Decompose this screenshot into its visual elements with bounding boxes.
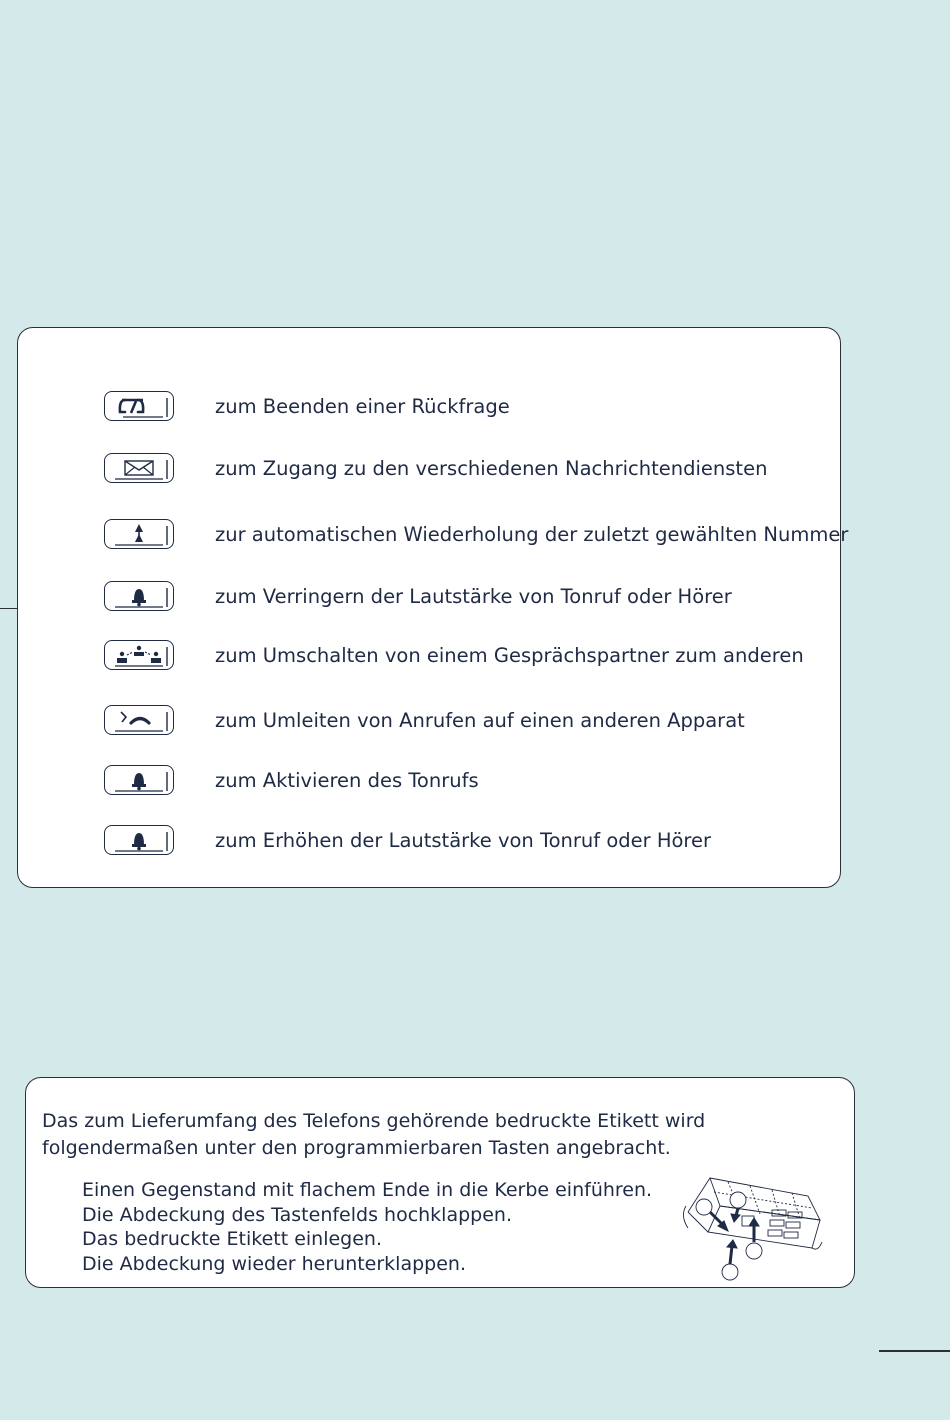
messages-key[interactable] xyxy=(104,453,174,483)
left-margin-rule xyxy=(0,608,17,609)
volume-down-key[interactable] xyxy=(104,581,174,611)
label-instructions-panel xyxy=(25,1077,855,1288)
phone-keypad-illustration xyxy=(680,1176,825,1281)
volume-up-bell-icon xyxy=(105,826,175,856)
key-row-call-forward xyxy=(18,703,838,739)
call-forward-key[interactable] xyxy=(104,705,174,735)
key-row-consultation-end xyxy=(18,389,838,425)
key-label: zum Verringern der Lautstärke von Tonruf oder Hörer xyxy=(215,585,732,608)
key-row-ringer xyxy=(18,763,838,799)
key-label: zum Aktivieren des Tonrufs xyxy=(215,769,479,792)
consultation-end-icon xyxy=(105,392,175,422)
instruction-step: Einen Gegenstand mit flachem Ende in die Kerbe einführen. xyxy=(82,1179,653,1201)
key-label: zum Zugang zu den verschiedenen Nachrichtendiensten xyxy=(215,457,768,480)
broker-call-key[interactable] xyxy=(104,640,174,670)
redial-icon xyxy=(105,520,175,550)
volume-down-bell-icon xyxy=(105,582,175,612)
function-keys-panel xyxy=(17,327,849,888)
key-row-messages xyxy=(18,451,838,487)
envelope-icon xyxy=(105,454,175,484)
key-row-broker xyxy=(18,638,838,674)
key-row-redial xyxy=(18,517,849,553)
key-row-volume-down xyxy=(18,579,838,615)
key-label: zum Umschalten von einem Gesprächspartner zum anderen xyxy=(215,644,804,667)
broker-call-icon xyxy=(105,641,175,671)
key-label: zum Beenden einer Rückfrage xyxy=(215,395,510,418)
key-label: zur automatischen Wiederholung der zuletzt gewählten Nummer xyxy=(215,523,849,546)
key-label: zum Umleiten von Anrufen auf einen anderen Apparat xyxy=(215,709,745,732)
instruction-steps xyxy=(82,1178,652,1276)
instruction-step: Die Abdeckung wieder herunterklappen. xyxy=(82,1252,466,1275)
instruction-step: Die Abdeckung des Tastenfelds hochklappen. xyxy=(82,1203,512,1226)
intro-text: Das zum Lieferumfang des Telefons gehörende bedruckte Etikett wird folgendermaßen unter den programmierbaren Tasten angebracht. xyxy=(42,1110,706,1159)
ringer-bell-icon xyxy=(105,766,175,796)
consultation-end-key[interactable] xyxy=(104,391,174,421)
ringer-key[interactable] xyxy=(104,765,174,795)
call-forward-icon xyxy=(105,706,175,736)
key-row-volume-up xyxy=(18,823,838,859)
instruction-step: Das bedruckte Etikett einlegen. xyxy=(82,1228,383,1250)
right-margin-rule xyxy=(879,1350,950,1352)
redial-key[interactable] xyxy=(104,519,174,549)
volume-up-key[interactable] xyxy=(104,825,174,855)
key-label: zum Erhöhen der Lautstärke von Tonruf oder Hörer xyxy=(215,829,712,852)
